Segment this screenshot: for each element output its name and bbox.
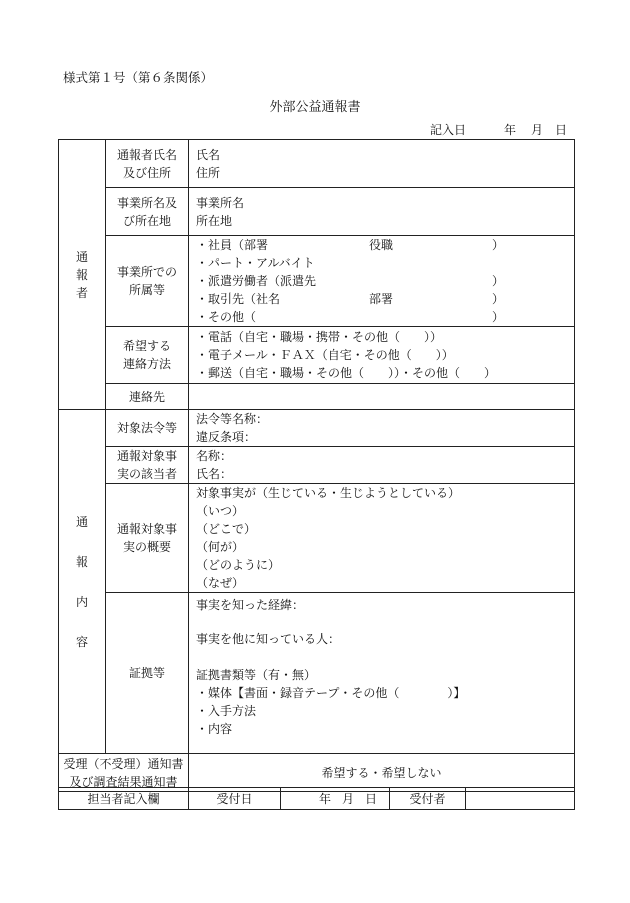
receiver-field[interactable]: [466, 788, 575, 810]
entry-date-month: 月: [531, 123, 544, 137]
affiliation-employee-position: 役職: [369, 238, 394, 252]
affiliation-option-employee: ・社員（部署: [196, 238, 269, 252]
affiliation-client-close: ）: [492, 292, 505, 306]
contact-method-field[interactable]: ・電話（自宅・職場・携帯・その他（ ）） ・電子メール・ＦＡＸ（自宅・その他（ ）） ・郵送（自宅・職場・その他（ ））・その他（ ）: [189, 327, 575, 384]
report-section-label: 通 報 内 容: [59, 410, 106, 754]
staff-entry-label: 担当者記入欄: [59, 788, 189, 810]
report-form-table: [58, 139, 575, 792]
entry-date-year: 年: [504, 123, 517, 137]
affiliation-option-dispatch: ・派遣労働者（派遣先: [196, 274, 317, 288]
reporter-name-field[interactable]: 氏名 住所: [189, 140, 575, 188]
received-day: 日: [365, 791, 378, 806]
affiliation-option-client: ・取引先（社名: [196, 292, 281, 306]
contact-field[interactable]: [189, 384, 575, 410]
affiliation-other-close: ）: [492, 310, 505, 324]
contact-label: 連絡先: [106, 384, 189, 410]
received-month: 月: [342, 791, 355, 806]
affiliation-employee-close: ）: [492, 238, 505, 252]
reporter-section-label: 通 報 者: [59, 140, 106, 410]
target-party-label: 通報対象事 実の該当者: [106, 447, 189, 484]
office-field[interactable]: 事業所名 所在地: [189, 188, 575, 236]
evidence-label: 証拠等: [106, 593, 189, 754]
target-law-label: 対象法令等: [106, 410, 189, 447]
summary-field[interactable]: 対象事実が（生じている・生じようとしている） （いつ） （どこで） （何が） （どのように） （なぜ）: [189, 484, 575, 593]
contact-method-label: 希望する 連絡方法: [106, 327, 189, 384]
entry-date-day: 日: [555, 123, 568, 137]
received-year: 年: [319, 791, 332, 806]
receiver-label: 受付者: [390, 788, 466, 810]
notification-choice[interactable]: 希望する・希望しない: [189, 754, 575, 792]
received-date-label: 受付日: [189, 788, 281, 810]
received-date-field[interactable]: [281, 788, 390, 810]
staff-entry-table: [58, 787, 575, 810]
entry-date-label: 記入日: [430, 123, 467, 137]
form-number: 様式第１号（第６条関係）: [63, 70, 214, 85]
affiliation-client-department: 部署: [369, 292, 394, 306]
evidence-field[interactable]: 事実を知った経緯： 事実を他に知っている人： 証拠書類等（有・無） ・媒体【書面・録音テープ・その他（ ）】 ・入手方法 ・内容: [189, 593, 575, 754]
office-label: 事業所名及 び所在地: [106, 188, 189, 236]
document-title: 外部公益通報書: [269, 100, 361, 115]
affiliation-option-part-time: ・パート・アルバイト: [196, 256, 315, 270]
affiliation-label: 事業所での 所属等: [106, 236, 189, 327]
target-party-field[interactable]: 名称： 氏名：: [189, 447, 575, 484]
affiliation-option-other: ・その他（: [196, 310, 257, 324]
reporter-name-label: 通報者氏名 及び住所: [106, 140, 189, 188]
affiliation-field[interactable]: [189, 236, 575, 327]
target-law-field[interactable]: 法令等名称： 違反条項：: [189, 410, 575, 447]
summary-label: 通報対象事 実の概要: [106, 484, 189, 593]
notification-label: 受理（不受理）通知書 及び調査結果通知書: [59, 754, 189, 792]
affiliation-dispatch-close: ）: [492, 274, 505, 288]
